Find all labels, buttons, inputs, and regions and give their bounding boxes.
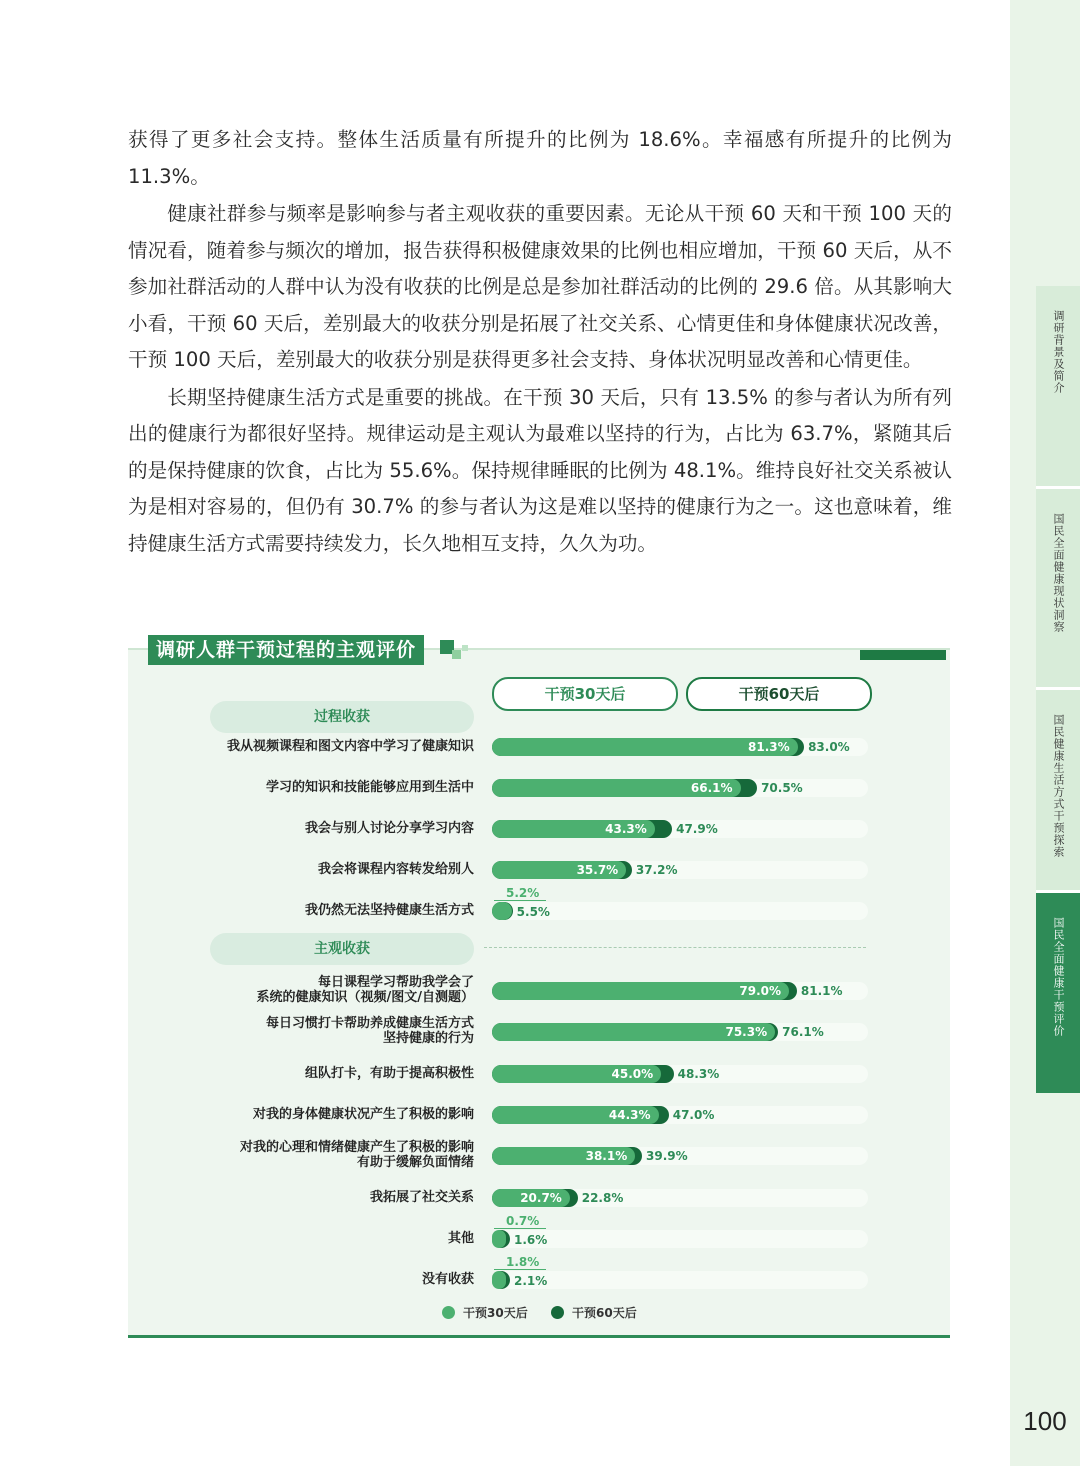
bar-value-underline xyxy=(494,1269,546,1270)
bar-category-label xyxy=(154,1190,474,1205)
bar-category-label-line: 我拓展了社交关系 xyxy=(369,1190,474,1205)
section-divider xyxy=(484,947,866,948)
bar-value-label-60days: 47.0% xyxy=(672,1108,715,1122)
bar-category-label xyxy=(154,1016,474,1046)
bar-value-label-30days: 20.7% xyxy=(520,1191,562,1205)
bar-category-label-line: 学习的知识和技能能够应用到生活中 xyxy=(265,780,474,795)
side-tab-label: 调研背景及简介 xyxy=(1052,310,1065,394)
bar-category-label-line: 我会与别人讨论分享学习内容 xyxy=(304,821,474,836)
body-text xyxy=(128,122,952,563)
legend-dot-icon xyxy=(551,1306,564,1319)
legend-pill-60days: 干预60天后 xyxy=(686,677,872,711)
bar-value-underline xyxy=(494,1228,546,1229)
bar-category-label-line: 我会将课程内容转发给别人 xyxy=(317,862,474,877)
bar-category-label xyxy=(154,821,474,836)
chart-title: 调研人群干预过程的主观评价 xyxy=(148,635,424,665)
section-label-process: 过程收获 xyxy=(210,701,474,733)
bar-category-label-line: 我仍然无法坚持健康生活方式 xyxy=(304,903,474,918)
bar-value-label-30days: 5.2% xyxy=(506,886,540,900)
bar-value-label-30days: 43.3% xyxy=(605,822,647,836)
legend-pill-30days: 干预30天后 xyxy=(492,677,678,711)
bar-value-label-60days: 37.2% xyxy=(635,863,678,877)
bar-category-label xyxy=(154,739,474,754)
bar-value-label-60days: 22.8% xyxy=(581,1191,624,1205)
bar-value-label-60days: 2.1% xyxy=(514,1274,548,1288)
panel-corner-accent xyxy=(860,650,946,660)
bar-category-label xyxy=(154,1231,474,1246)
side-tab-label: 国民全面健康现状洞察 xyxy=(1052,513,1065,633)
legend-label: 干预30天后 xyxy=(463,1306,528,1320)
bar-30days xyxy=(492,902,512,920)
bar-value-label-30days: 1.8% xyxy=(506,1255,540,1269)
bar-value-label-30days: 66.1% xyxy=(690,781,733,795)
bar-category-label-line: 其他 xyxy=(447,1231,474,1246)
bar-category-label xyxy=(154,975,474,1005)
bar-category-label xyxy=(154,1066,474,1081)
legend-dot-icon xyxy=(442,1306,455,1319)
side-tab-label: 国民健康生活方式干预探索 xyxy=(1052,714,1065,858)
legend-item-60days xyxy=(551,1303,637,1323)
side-tab-insight[interactable] xyxy=(1036,489,1080,687)
bar-category-label-line: 组队打卡，有助于提高积极性 xyxy=(304,1066,474,1081)
bar-value-label-60days: 81.1% xyxy=(800,984,843,998)
page-number: 100 xyxy=(1023,1406,1067,1436)
bar-value-label-60days: 5.5% xyxy=(516,905,550,919)
bar-track xyxy=(492,1230,868,1248)
bar-value-label-30days: 81.3% xyxy=(748,740,790,754)
bar-30days xyxy=(492,1230,506,1248)
bar-category-label xyxy=(154,1140,474,1170)
bar-value-label-30days: 44.3% xyxy=(608,1108,651,1122)
bar-category-label-line: 坚持健康的行为 xyxy=(382,1031,474,1046)
bar-value-label-60days: 70.5% xyxy=(761,781,803,795)
bar-value-label-30days: 79.0% xyxy=(739,984,782,998)
bar-value-label-30days: 45.0% xyxy=(611,1067,654,1081)
bar-category-label-line: 每日习惯打卡帮助养成健康生活方式 xyxy=(265,1016,474,1031)
bar-value-label-60days: 83.0% xyxy=(808,740,850,754)
bar-category-label-line: 每日课程学习帮助我学会了 xyxy=(317,975,474,990)
bar-track xyxy=(492,1271,868,1289)
bar-category-label xyxy=(154,780,474,795)
bar-category-label-line: 有助于缓解负面情绪 xyxy=(356,1155,474,1170)
bar-value-label-60days: 1.6% xyxy=(514,1233,548,1247)
bar-value-label-60days: 47.9% xyxy=(676,822,718,836)
side-tab-label: 国民全面健康干预评价 xyxy=(1052,917,1065,1037)
bar-category-label-line: 系统的健康知识（视频/图文/自测题） xyxy=(256,990,474,1005)
bar-value-label-60days: 39.9% xyxy=(646,1149,688,1163)
bar-category-label-line: 没有收获 xyxy=(421,1272,474,1287)
side-tab-lifestyle[interactable] xyxy=(1036,690,1080,890)
bar-category-label-line: 我从视频课程和图文内容中学习了健康知识 xyxy=(226,739,474,754)
bar-value-label-60days: 76.1% xyxy=(782,1025,824,1039)
paragraph: 健康社群参与频率是影响参与者主观收获的重要因素。无论从干预 60 天和干预 100 天的情况看，随着参与频次的增加，报告获得积极健康效果的比例也相应增加，干预 60 天后，从不参加社群活动的人群中认为没有收获的比例是总是参加社群活动的比例的 29.6 倍。从其影响大小看，干预 60 天后，差别最大的收获分别是拓展了社交关系、心情更佳和身体健康状况改善，干预 100 天后，差别最大的收获分别是获得更多社会支持、身体状况明显改善和心情更佳。 xyxy=(128,202,952,371)
bar-value-label-30days: 0.7% xyxy=(506,1214,540,1228)
legend-item-30days xyxy=(442,1303,528,1323)
title-square-icon xyxy=(452,650,461,659)
bar-category-label-line: 对我的身体健康状况产生了积极的影响 xyxy=(252,1107,474,1122)
legend-label: 干预60天后 xyxy=(572,1306,637,1320)
bar-value-label-30days: 75.3% xyxy=(725,1025,768,1039)
bar-value-underline xyxy=(494,900,546,901)
side-tab-background[interactable] xyxy=(1036,286,1080,486)
section-label-subjective: 主观收获 xyxy=(210,933,474,965)
bar-category-label xyxy=(154,1107,474,1122)
paragraph: 获得了更多社会支持。整体生活质量有所提升的比例为 18.6%。幸福感有所提升的比例为 11.3%。 xyxy=(128,128,952,188)
bar-value-label-60days: 48.3% xyxy=(677,1067,720,1081)
bar-category-label xyxy=(154,862,474,877)
bar-30days xyxy=(492,1271,506,1289)
bar-category-label xyxy=(154,903,474,918)
bar-category-label xyxy=(154,1272,474,1287)
paragraph: 长期坚持健康生活方式是重要的挑战。在干预 30 天后，只有 13.5% 的参与者认为所有列出的健康行为都很好坚持。规律运动是主观认为最难以坚持的行为，占比为 63.7%，紧随其后的是保持健康的饮食，占比为 55.6%。保持规律睡眠的比例为 48.1%。维持良好社交关系被认为是相对容易的，但仍有 30.7% 的参与者认为这是难以坚持的健康行为之一。这也意味着，维持健康生活方式需要持续发力，长久地相互支持，久久为功。 xyxy=(128,385,952,555)
title-square-icon xyxy=(462,645,468,651)
side-tab-evaluation[interactable] xyxy=(1036,893,1080,1093)
bar-value-label-30days: 35.7% xyxy=(576,863,619,877)
bar-category-label-line: 对我的心理和情绪健康产生了积极的影响 xyxy=(239,1140,474,1155)
bar-value-label-30days: 38.1% xyxy=(585,1149,628,1163)
